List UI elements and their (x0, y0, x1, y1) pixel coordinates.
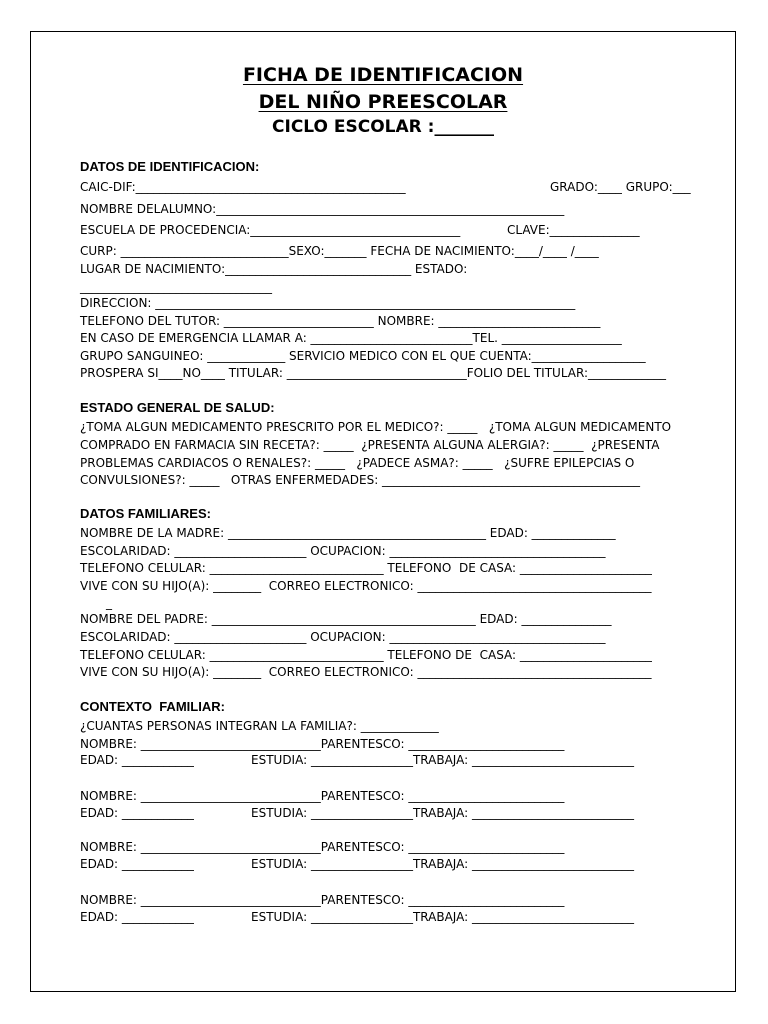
member-study-work-field[interactable]: ESTUDIA: _________________TRABAJA: ___________________________ (251, 753, 634, 767)
member-name-relation-field[interactable]: NOMBRE: ______________________________PARENTESCO: __________________________ (80, 893, 565, 907)
student-name-field[interactable]: NOMBRE DELALUMNO:__________________________________________________________ (80, 202, 565, 216)
family-size-field[interactable]: ¿CUANTAS PERSONAS INTEGRAN LA FAMILIA?: _____________ (80, 719, 439, 733)
member-age-field[interactable]: EDAD: ____________ (80, 857, 194, 871)
member-age-field[interactable]: EDAD: ____________ (80, 910, 194, 924)
address-field[interactable]: DIRECCION: ______________________________________________________________________ (80, 296, 576, 310)
member-name-relation-field[interactable]: NOMBRE: ______________________________PARENTESCO: __________________________ (80, 737, 565, 751)
member-study-work-field[interactable]: ESTUDIA: _________________TRABAJA: ___________________________ (251, 857, 634, 871)
school-cycle-field[interactable]: CICLO ESCOLAR :_______ (272, 117, 494, 137)
caic-field[interactable]: CAIC-DIF:_____________________________________________ (80, 180, 406, 194)
father-name-age-field[interactable]: NOMBRE DEL PADRE: ____________________________________________ EDAD: _______________ (80, 612, 612, 626)
tutor-phone-name-field[interactable]: TELEFONO DEL TUTOR: _________________________ NOMBRE: ___________________________ (80, 314, 601, 328)
section-heading-familiares: DATOS FAMILIARES: (80, 506, 211, 521)
grado-grupo-field[interactable]: GRADO:____ GRUPO:___ (550, 180, 691, 194)
emergency-contact-field[interactable]: EN CASO DE EMERGENCIA LLAMAR A: ___________________________TEL. ____________________ (80, 331, 622, 345)
member-study-work-field[interactable]: ESTUDIA: _________________TRABAJA: ___________________________ (251, 910, 634, 924)
health-question-line[interactable]: PROBLEMAS CARDIACOS O RENALES?: _____ ¿PADECE ASMA?: _____ ¿SUFRE EPILEPCIAS O (80, 456, 635, 470)
section-heading-contexto: CONTEXTO FAMILIAR: (80, 699, 225, 714)
stray-underscore-mark: _ (106, 596, 112, 610)
curp-sexo-birthdate-field[interactable]: CURP: ____________________________SEXO:_______ FECHA DE NACIMIENTO:____/____ /____ (80, 244, 599, 258)
section-heading-salud: ESTADO GENERAL DE SALUD: (80, 400, 275, 415)
health-question-line[interactable]: COMPRADO EN FARMACIA SIN RECETA?: _____ ¿PRESENTA ALGUNA ALERGIA?: _____ ¿PRESENTA (80, 438, 660, 452)
prospera-field[interactable]: PROSPERA SI____NO____ TITULAR: ______________________________FOLIO DEL TITULAR:_____________ (80, 366, 667, 380)
health-question-line[interactable]: ¿TOMA ALGUN MEDICAMENTO PRESCRITO POR EL MEDICO?: _____ ¿TOMA ALGUN MEDICAMENTO (80, 420, 672, 434)
member-age-field[interactable]: EDAD: ____________ (80, 753, 194, 767)
form-title: FICHA DE IDENTIFICACION (242, 64, 524, 86)
member-study-work-field[interactable]: ESTUDIA: _________________TRABAJA: ___________________________ (251, 806, 634, 820)
mother-education-occupation-field[interactable]: ESCOLARIDAD: ______________________ OCUPACION: ____________________________________ (80, 544, 606, 558)
form-page (30, 31, 736, 992)
birthplace-field[interactable]: LUGAR DE NACIMIENTO:_______________________________ ESTADO: (80, 262, 468, 276)
mother-name-age-field[interactable]: NOMBRE DE LA MADRE: ___________________________________________ EDAD: ______________ (80, 526, 616, 540)
father-lives-email-field[interactable]: VIVE CON SU HIJO(A): ________ CORREO ELECTRONICO: _______________________________________ (80, 665, 652, 679)
member-name-relation-field[interactable]: NOMBRE: ______________________________PARENTESCO: __________________________ (80, 840, 565, 854)
health-question-line[interactable]: CONVULSIONES?: _____ OTRAS ENFERMEDADES: ___________________________________________ (80, 473, 641, 487)
father-phones-field[interactable]: TELEFONO CELULAR: _____________________________ TELEFONO DE CASA: ______________________ (80, 648, 652, 662)
clave-field[interactable]: CLAVE:_______________ (507, 223, 640, 237)
mother-phones-field[interactable]: TELEFONO CELULAR: _____________________________ TELEFONO DE CASA: ______________________ (80, 561, 652, 575)
section-heading-identificacion: DATOS DE IDENTIFICACION: (80, 159, 260, 174)
father-education-occupation-field[interactable]: ESCOLARIDAD: ______________________ OCUPACION: ____________________________________ (80, 630, 606, 644)
member-name-relation-field[interactable]: NOMBRE: ______________________________PARENTESCO: __________________________ (80, 789, 565, 803)
school-field[interactable]: ESCUELA DE PROCEDENCIA:___________________________________ (80, 223, 461, 237)
blood-type-medical-service-field[interactable]: GRUPO SANGUINEO: _____________ SERVICIO MEDICO CON EL QUE CUENTA:___________________ (80, 349, 646, 363)
mother-lives-email-field[interactable]: VIVE CON SU HIJO(A): ________ CORREO ELECTRONICO: _______________________________________ (80, 579, 652, 593)
form-subtitle: DEL NIÑO PREESCOLAR (258, 91, 508, 113)
state-field-continuation[interactable]: ________________________________ (80, 280, 272, 294)
member-age-field[interactable]: EDAD: ____________ (80, 806, 194, 820)
